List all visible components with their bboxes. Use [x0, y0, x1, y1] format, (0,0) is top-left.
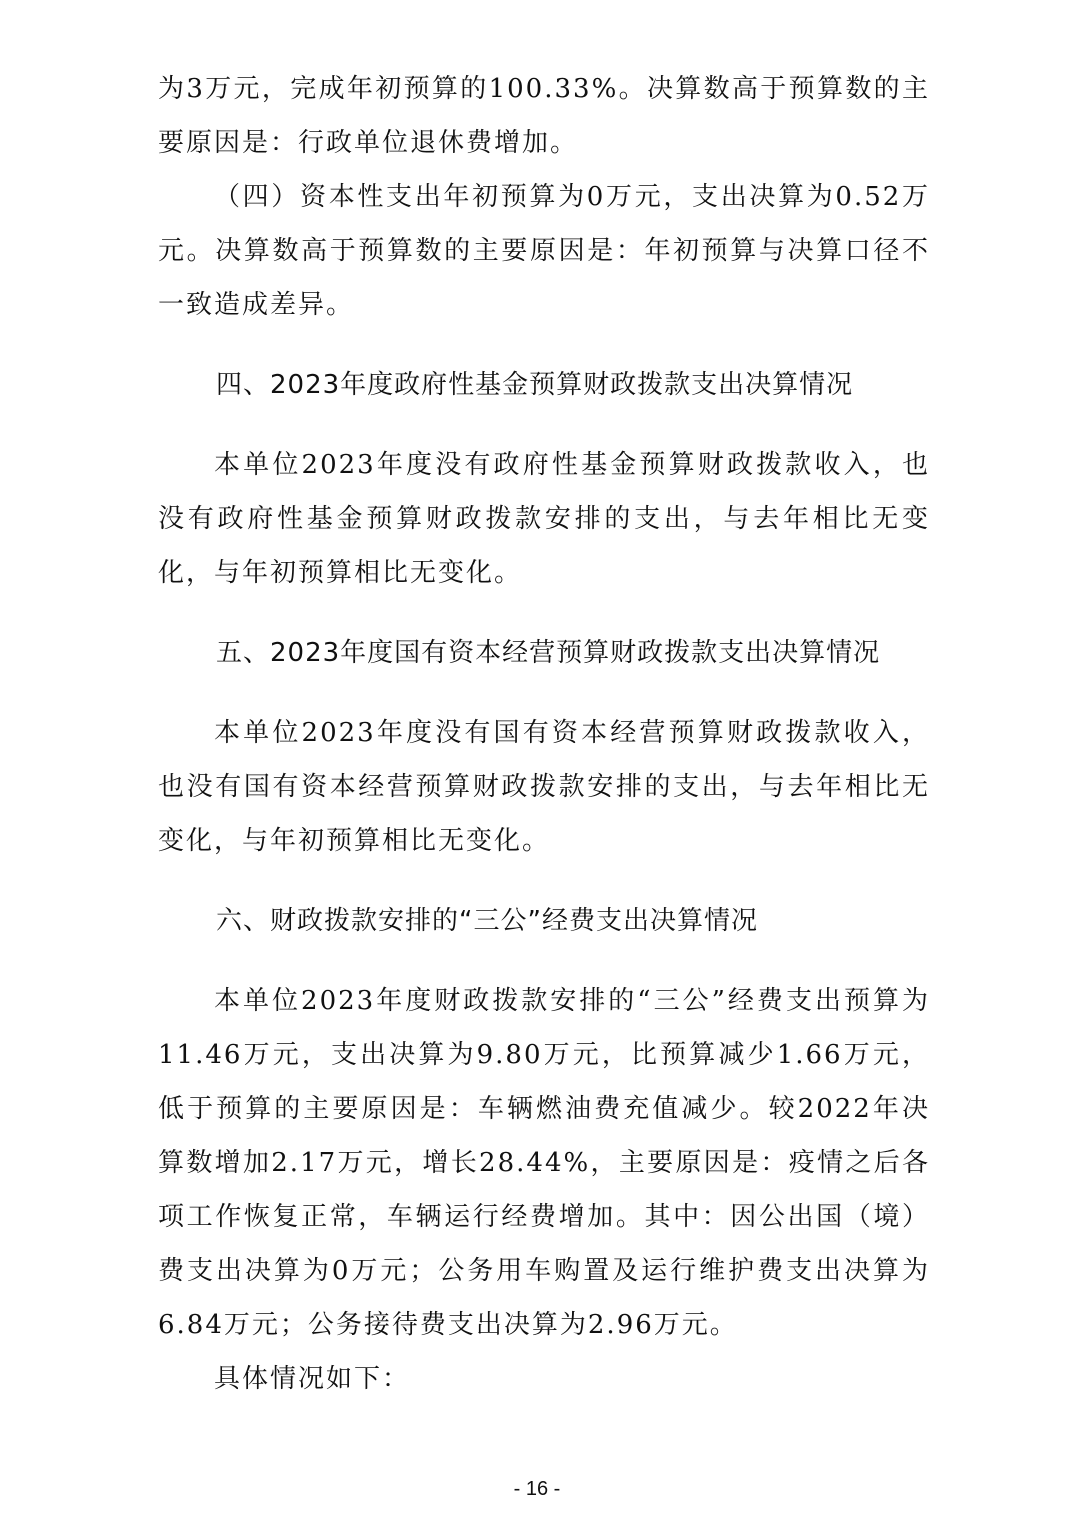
heading-section-4: 四、2023年度政府性基金预算财政拨款支出决算情况	[216, 370, 854, 400]
paragraph-continuation: 为3万元，完成年初预算的100.33%。决算数高于预算数的主要原因是：行政单位退休费增加。	[158, 74, 930, 158]
heading-section-6: 六、财政拨款安排的“三公”经费支出决算情况	[216, 906, 758, 936]
paragraph-section-6: 本单位2023年度财政拨款安排的“三公”经费支出预算为11.46万元，支出决算为9.80万元，比预算减少1.66万元，低于预算的主要原因是：车辆燃油费充值减少。较2022年决算数增加2.17万元，增长28.44%，主要原因是：疫情之后各项工作恢复正常，车辆运行经费增加。其中：因公出国（境）费支出决算为0万元；公务用车购置及运行维护费支出决算为6.84万元；公务接待费支出决算为2.96万元。	[158, 986, 930, 1340]
heading-section-5: 五、2023年度国有资本经营预算财政拨款支出决算情况	[216, 638, 881, 668]
page-content	[158, 62, 930, 1406]
page-number: - 16 -	[513, 1478, 561, 1500]
paragraph-section-5: 本单位2023年度没有国有资本经营预算财政拨款收入，也没有国有资本经营预算财政拨款安排的支出，与去年相比无变化，与年初预算相比无变化。	[158, 718, 930, 856]
paragraph-capital-expenditure: （四）资本性支出年初预算为0万元，支出决算为0.52万元。决算数高于预算数的主要原因是：年初预算与决算口径不一致造成差异。	[158, 182, 930, 320]
paragraph-section-4: 本单位2023年度没有政府性基金预算财政拨款收入，也没有政府性基金预算财政拨款安排的支出，与去年相比无变化，与年初预算相比无变化。	[158, 450, 930, 588]
paragraph-section-6-closing: 具体情况如下：	[214, 1364, 411, 1394]
